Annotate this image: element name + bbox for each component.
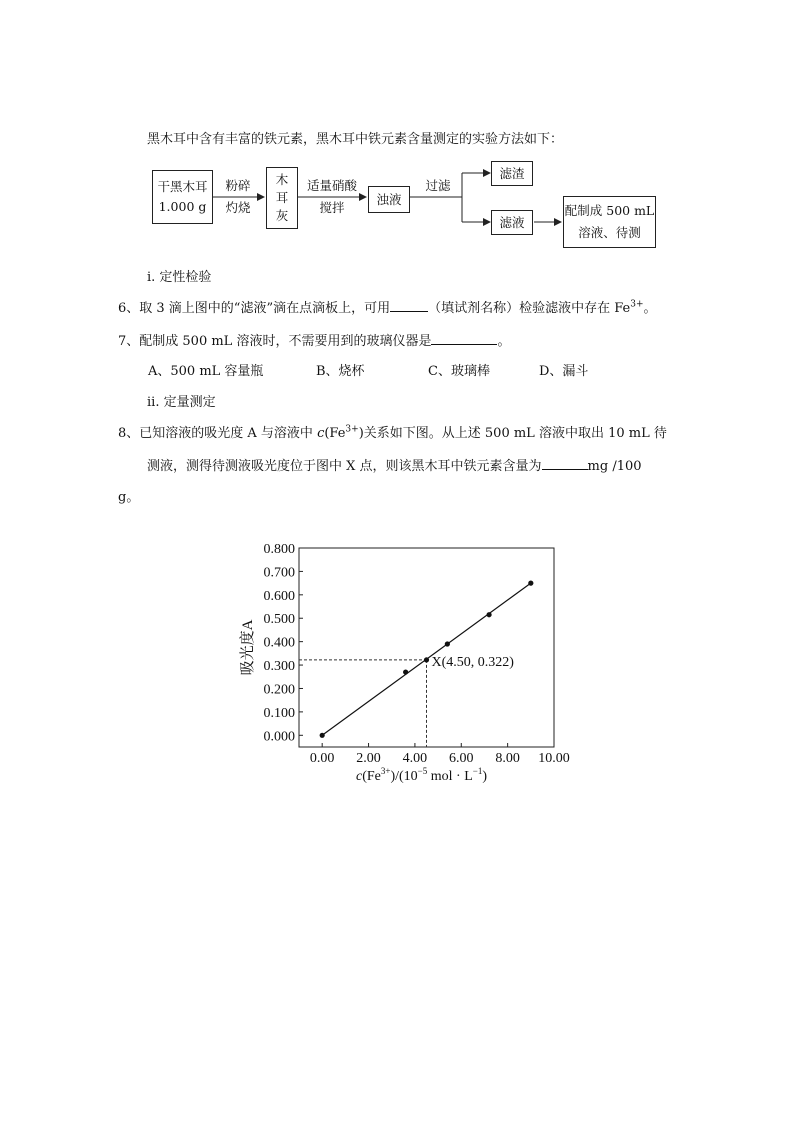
q7-prefix: 7、配制成 500 mL 溶液时，不需要用到的玻璃仪器是 (118, 334, 432, 349)
x-tick-label: 2.00 (356, 751, 381, 766)
y-axis-label: 吸光度A (240, 619, 256, 676)
q8-line1-d: )关系如下图。从上述 500 mL 溶液中取出 10 mL 待 (358, 426, 667, 441)
y-tick-label: 0.200 (263, 682, 295, 698)
box-dry-fungus-line2: 1.000 g (158, 199, 207, 214)
x-tick-label: 10.00 (538, 751, 570, 766)
section-qualitative: i. 定性检验 (147, 270, 212, 285)
data-point (445, 641, 450, 646)
box-dry-fungus (152, 170, 213, 224)
box-dry-fungus-line1: 干黑木耳 (157, 179, 208, 194)
x-axis-label-sup: 3+ (380, 766, 391, 776)
y-tick-label: 0.700 (263, 565, 295, 581)
q7-answer-blank[interactable] (431, 331, 497, 345)
box-prepare-line2: 溶液、待测 (578, 225, 641, 240)
q8-line2-b: mg /100 (587, 459, 642, 474)
q7-option-b[interactable]: B、烧杯 (316, 364, 365, 379)
box-prepare (563, 196, 656, 248)
q6-prefix: 6、取 3 滴上图中的“滤液”滴在点滴板上，可用 (118, 301, 391, 316)
box-turbid (368, 186, 410, 213)
label-burn: 灼烧 (225, 200, 251, 215)
data-point (528, 581, 533, 586)
data-point (403, 669, 408, 674)
x-axis-label-exp: −5 (417, 766, 428, 776)
x-axis-label (356, 766, 487, 784)
data-point (320, 733, 325, 738)
box-ash (266, 167, 298, 229)
q8-line1-b: (Fe (324, 426, 346, 441)
question-6 (118, 297, 657, 316)
x-tick-label: 8.00 (495, 751, 520, 766)
x-tick-label: 0.00 (309, 751, 335, 766)
absorbance-chart (230, 535, 590, 790)
data-point (486, 612, 491, 617)
box-filtrate-text: 滤液 (499, 214, 525, 230)
box-ash-char2: 耳 (275, 190, 289, 205)
question-8-line1 (118, 422, 667, 441)
box-ash-char1: 木 (275, 172, 289, 187)
q6-end: 。 (643, 301, 657, 316)
q6-suffix: （填试剂名称）检验滤液中存在 Fe (428, 301, 631, 316)
q8-sup: 3+ (345, 424, 359, 435)
section-quantitative: ii. 定量测定 (147, 395, 216, 410)
x-tick-label: 4.00 (402, 751, 428, 766)
x-axis-label-close: ) (482, 769, 488, 784)
y-tick-label: 0.600 (263, 588, 295, 604)
label-stir: 搅拌 (319, 200, 345, 215)
x-axis-label-rest: )/(10 (390, 769, 418, 784)
box-residue (491, 161, 533, 186)
q6-sup: 3+ (630, 299, 644, 310)
q7-option-a[interactable]: A、500 mL 容量瓶 (148, 364, 264, 379)
q8-c-symbol: c (317, 426, 325, 441)
x-axis-label-unit: mol · L (427, 769, 473, 784)
question-8-line2 (147, 455, 642, 474)
flow-arrows (0, 0, 794, 260)
y-tick-label: 0.100 (263, 705, 295, 721)
x-tick-label: 6.00 (449, 751, 474, 766)
q6-answer-blank[interactable] (390, 298, 428, 312)
label-crush-burn (214, 176, 262, 218)
q7-option-d[interactable]: D、漏斗 (539, 364, 589, 379)
q8-answer-blank[interactable] (542, 456, 588, 470)
label-crush: 粉碎 (225, 178, 251, 193)
label-acid-stir (300, 176, 364, 218)
q7-option-c[interactable]: C、玻璃棒 (428, 364, 490, 379)
intro-text: 黑木耳中含有丰富的铁元素，黑木耳中铁元素含量测定的实验方法如下： (147, 132, 564, 147)
y-tick-label: 0.300 (263, 659, 295, 675)
label-filter: 过滤 (425, 178, 451, 193)
y-tick-label: 0.500 (263, 612, 295, 628)
x-axis-label-fe: (Fe (362, 769, 381, 784)
q7-end: 。 (497, 334, 511, 349)
y-tick-label: 0.400 (263, 635, 295, 651)
x-point-label: X(4.50, 0.322) (431, 654, 514, 670)
y-tick-label: 0.800 (263, 542, 295, 557)
box-turbid-text: 浊液 (376, 191, 402, 207)
q8-line1-a: 8、已知溶液的吸光度 A 与溶液中 (118, 426, 318, 441)
question-8-line3: g。 (118, 490, 140, 505)
q8-line2-a: 测液，测得待测液吸光度位于图中 X 点，则该黑木耳中铁元素含量为 (147, 459, 542, 474)
label-acid: 适量硝酸 (306, 178, 357, 193)
data-point (424, 657, 429, 662)
box-ash-char3: 灰 (275, 208, 289, 223)
box-prepare-line1: 配制成 500 mL (564, 203, 655, 218)
x-axis-label-c: c (355, 769, 363, 784)
question-7 (118, 330, 510, 349)
box-filtrate (491, 210, 533, 235)
box-residue-text: 滤渣 (499, 165, 525, 181)
x-axis-label-exp2: −1 (472, 766, 483, 776)
y-tick-label: 0.000 (263, 729, 295, 745)
